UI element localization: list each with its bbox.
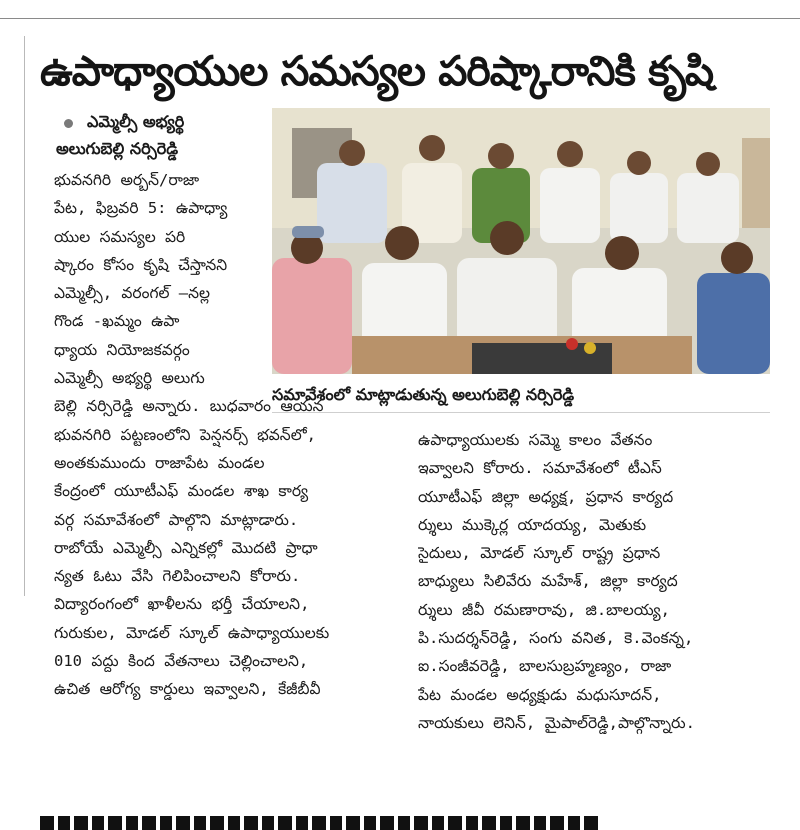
byline-line2: అలుగుబెల్లి నర్సిరెడ్డి: [56, 139, 179, 158]
top-divider: [0, 0, 800, 19]
body-line: ఇవ్వాలని కోరారు. సమావేశంలో టీఎస్: [418, 459, 662, 478]
body-line: ఎమ్మెల్సీ అభ్యర్థి అలుగు: [54, 369, 205, 388]
next-article-headline-cropped: [40, 806, 600, 830]
body-line: రాబోయే ఎమ్మెల్సీ ఎన్నికల్లో మొదటి ప్రాధా: [54, 538, 318, 557]
body-line: విద్యారంగంలో ఖాళీలను భర్తీ చేయాలని,: [54, 595, 310, 614]
photo-caption: సమావేశంలో మాట్లాడుతున్న అలుగుబెల్లి నర్సిరెడ్డి: [272, 378, 770, 413]
body-line: న్యత ఓటు వేసి గెలిపించాలని కోరారు.: [54, 567, 301, 586]
body-line: పి.సుదర్శన్‌రెడ్డి, సంగు వనిత, కె.వెంకన్న,: [418, 629, 694, 648]
body-line: వర్గ సమావేశంలో పాల్గొని మాట్లాడారు.: [54, 510, 299, 529]
body-line: ఉపాధ్యాయులకు సమ్మె కాలం వేతనం: [418, 431, 653, 449]
body-line: సైదులు, మోడల్ స్కూల్ రాష్ట్ర ప్రధాన: [418, 544, 661, 563]
body-line: ఎమ్మెల్సీ, వరంగల్ –నల్ల: [54, 284, 211, 303]
column-divider: [24, 36, 25, 596]
byline-line1: ఎమ్మెల్సీ అభ్యర్థి: [87, 111, 185, 131]
body-line: యుల సమస్యల పరి: [54, 227, 186, 246]
body-line: గొండ -ఖమ్మం ఉపా: [54, 312, 180, 331]
body-line: ష్కారం కోసం కృషి చేస్తానని: [54, 255, 228, 274]
body-line: ఉచిత ఆరోగ్య కార్డులు ఇవ్వాలని, కేజీబీవీ: [54, 680, 321, 699]
cropped-text-strip: [40, 816, 600, 830]
body-line: ర్శులు ముక్కెర్ల యాదయ్య, మెతుకు: [418, 515, 647, 534]
body-line: గురుకుల, మోడల్ స్కూల్ ఉపాధ్యాయులకు: [54, 623, 330, 642]
body-line: పేట, ఫిబ్రవరి 5: ఉపాధ్యా: [54, 199, 228, 218]
body-line: ఐ.సంజీవరెడ్డి, బాలసుబ్రహ్మణ్యం, రాజా: [418, 657, 672, 676]
body-line: నాయకులు లెనిన్, మైపాల్‌రెడ్డి,పాల్గొన్నారు.: [418, 713, 695, 732]
body-line: బెల్లి నర్సిరెడ్డి అన్నారు. బుధవారం ఆయన: [54, 397, 324, 416]
article-body-left: [54, 166, 394, 704]
bullet-icon: [64, 119, 73, 128]
body-line: భువనగిరి అర్బన్/రాజా: [54, 171, 200, 189]
byline: [56, 110, 271, 162]
body-line: భువనగిరి పట్టణంలోని పెన్షనర్స్ భవన్‌లో,: [54, 425, 316, 444]
body-line: కేంద్రంలో యూటీఎఫ్ మండల శాఖ కార్య: [54, 482, 309, 501]
body-line: ధ్యాయ నియోజకవర్గం: [54, 340, 190, 359]
body-line: యూటీఎఫ్ జిల్లా అధ్యక్ష, ప్రధాన కార్యద: [418, 487, 674, 506]
body-line: పేట మండల అధ్యక్షుడు మధుసూదన్,: [418, 685, 662, 704]
body-line: బాధ్యులు సిలివేరు మహేశ్, జిల్లా కార్యద: [418, 572, 678, 591]
body-line: అంతకుముందు రాజాపేట మండల: [54, 453, 265, 472]
article-body-right: [418, 426, 778, 737]
article-headline: ఉపాధ్యాయుల సమస్యల పరిష్కారానికి కృషి: [40, 47, 714, 95]
body-line: ర్శులు జీవీ రమణారావు, జి.బాలయ్య,: [418, 600, 670, 619]
body-line: 010 పద్దు కింద వేతనాలు చెల్లించాలని,: [54, 652, 309, 671]
